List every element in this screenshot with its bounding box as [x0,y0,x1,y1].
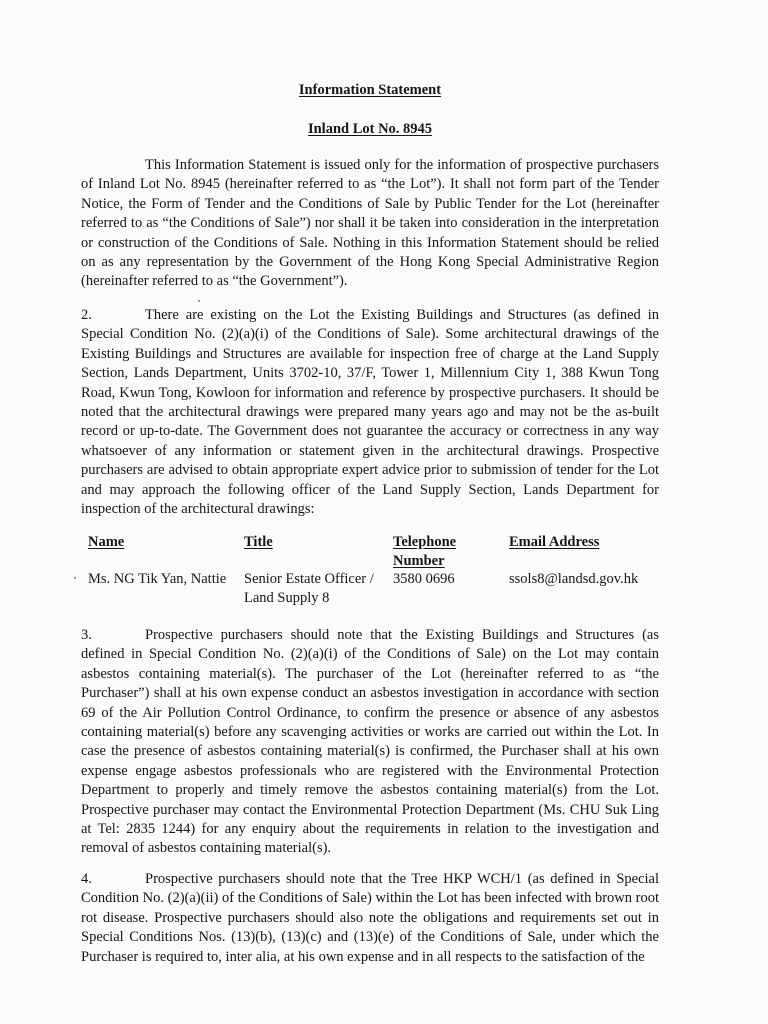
paragraph-2-text: There are existing on the Lot the Existing Buildings and Structures (as defined in Special Condition No. (2)(a)(i) of the Conditions of Sale). Some architectural drawings of the Existing Buildings and Structures are available for inspection free of charge at the Land Supply Section, Lands Department, Units 3702-10, 37/F, Tower 1, Millennium City 1, 388 Kwun Tong Road, Kwun Tong, Kowloon for information and reference by prospective purchasers. It should be noted that the architectural drawings were prepared many years ago and may not be the as-built record or up-to-date. The Government does not guarantee the accuracy or correctness in any way whatsoever of any information or statement given in the architectural drawings. Prospective purchasers are advised to obtain appropriate expert advice prior to submission of tender for the Lot and may approach the following officer of the Land Supply Section, Lands Department for inspection of the architectural drawings: [81,307,659,518]
table-cell-telephone: 3580 0696 [393,571,455,587]
scan-speck [74,577,76,579]
document-title: Information Statement [298,82,442,98]
table-cell-title: Senior Estate Officer / [244,571,374,587]
scan-speck [198,300,200,302]
table-cell-title-line2: Land Supply 8 [244,590,330,606]
paragraph-4-text: Prospective purchasers should note that the Tree HKP WCH/1 (as defined in Special Condition No. (2)(a)(ii) of the Conditions of Sale) within the Lot has been infected with brown root rot disease. Prospective purchasers should also note the obligations and requirements set out in Special Conditions Nos. (13)(b), (13)(c) and (13)(e) of the Conditions of Sale, under which the Purchaser is required to, inter alia, at his own expense and in all respects to the satisfaction of the [81,871,659,965]
paragraph-3 [81,626,659,859]
paragraph-1-text: This Information Statement is issued only for the information of prospective purchasers of Inland Lot No. 8945 (hereinafter referred to as “the Lot”). It shall not form part of the Tender Notice, the Form of Tender and the Conditions of Sale by Public Tender for the Lot (hereinafter referred to as “the Conditions of Sale”) nor shall it be taken into consideration in the interpretation or construction of the Conditions of Sale. Nothing in this Information Statement should be relied on as any representation by the Government of the Hong Kong Special Administrative Region (hereinafter referred to as “the Government”). [81,157,659,290]
paragraph-2 [81,306,659,519]
table-cell-name: Ms. NG Tik Yan, Nattie [88,571,227,587]
table-header-title: Title [244,534,273,550]
paragraph-4 [81,870,659,967]
table-cell-email: ssols8@landsd.gov.hk [509,571,639,587]
table-header-email: Email Address [509,534,600,550]
table-header-name: Name [88,534,125,550]
document-subtitle: Inland Lot No. 8945 [307,121,433,137]
paragraph-1 [81,156,659,292]
paragraph-3-number: 3. [81,627,92,643]
table-header-telephone: Telephone [393,534,457,550]
paragraph-2-number: 2. [81,307,92,323]
table-header-number: Number [393,553,445,569]
paragraph-3-text: Prospective purchasers should note that the Existing Buildings and Structures (as defined in Special Condition No. (2)(a)(i) of the Conditions of Sale) on the Lot may contain asbestos containing material(s). The purchaser of the Lot (hereinafter referred to as “the Purchaser”) shall at his own expense conduct an asbestos investigation in accordance with section 69 of the Air Pollution Control Ordinance, to confirm the presence or absence of any asbestos containing material(s) before any scavenging activities or works are carried out within the Lot. In case the presence of asbestos containing material(s) is confirmed, the Purchaser shall at his own expense engage asbestos professionals who are registered with the Environmental Protection Department to properly and timely remove the asbestos containing material(s) from the Lot. Prospective purchaser may contact the Environmental Protection Department (Ms. CHU Suk Ling at Tel: 2835 1244) for any enquiry about the requirements in relation to the investigation and removal of asbestos containing material(s). [81,627,659,857]
paragraph-4-number: 4. [81,871,92,887]
